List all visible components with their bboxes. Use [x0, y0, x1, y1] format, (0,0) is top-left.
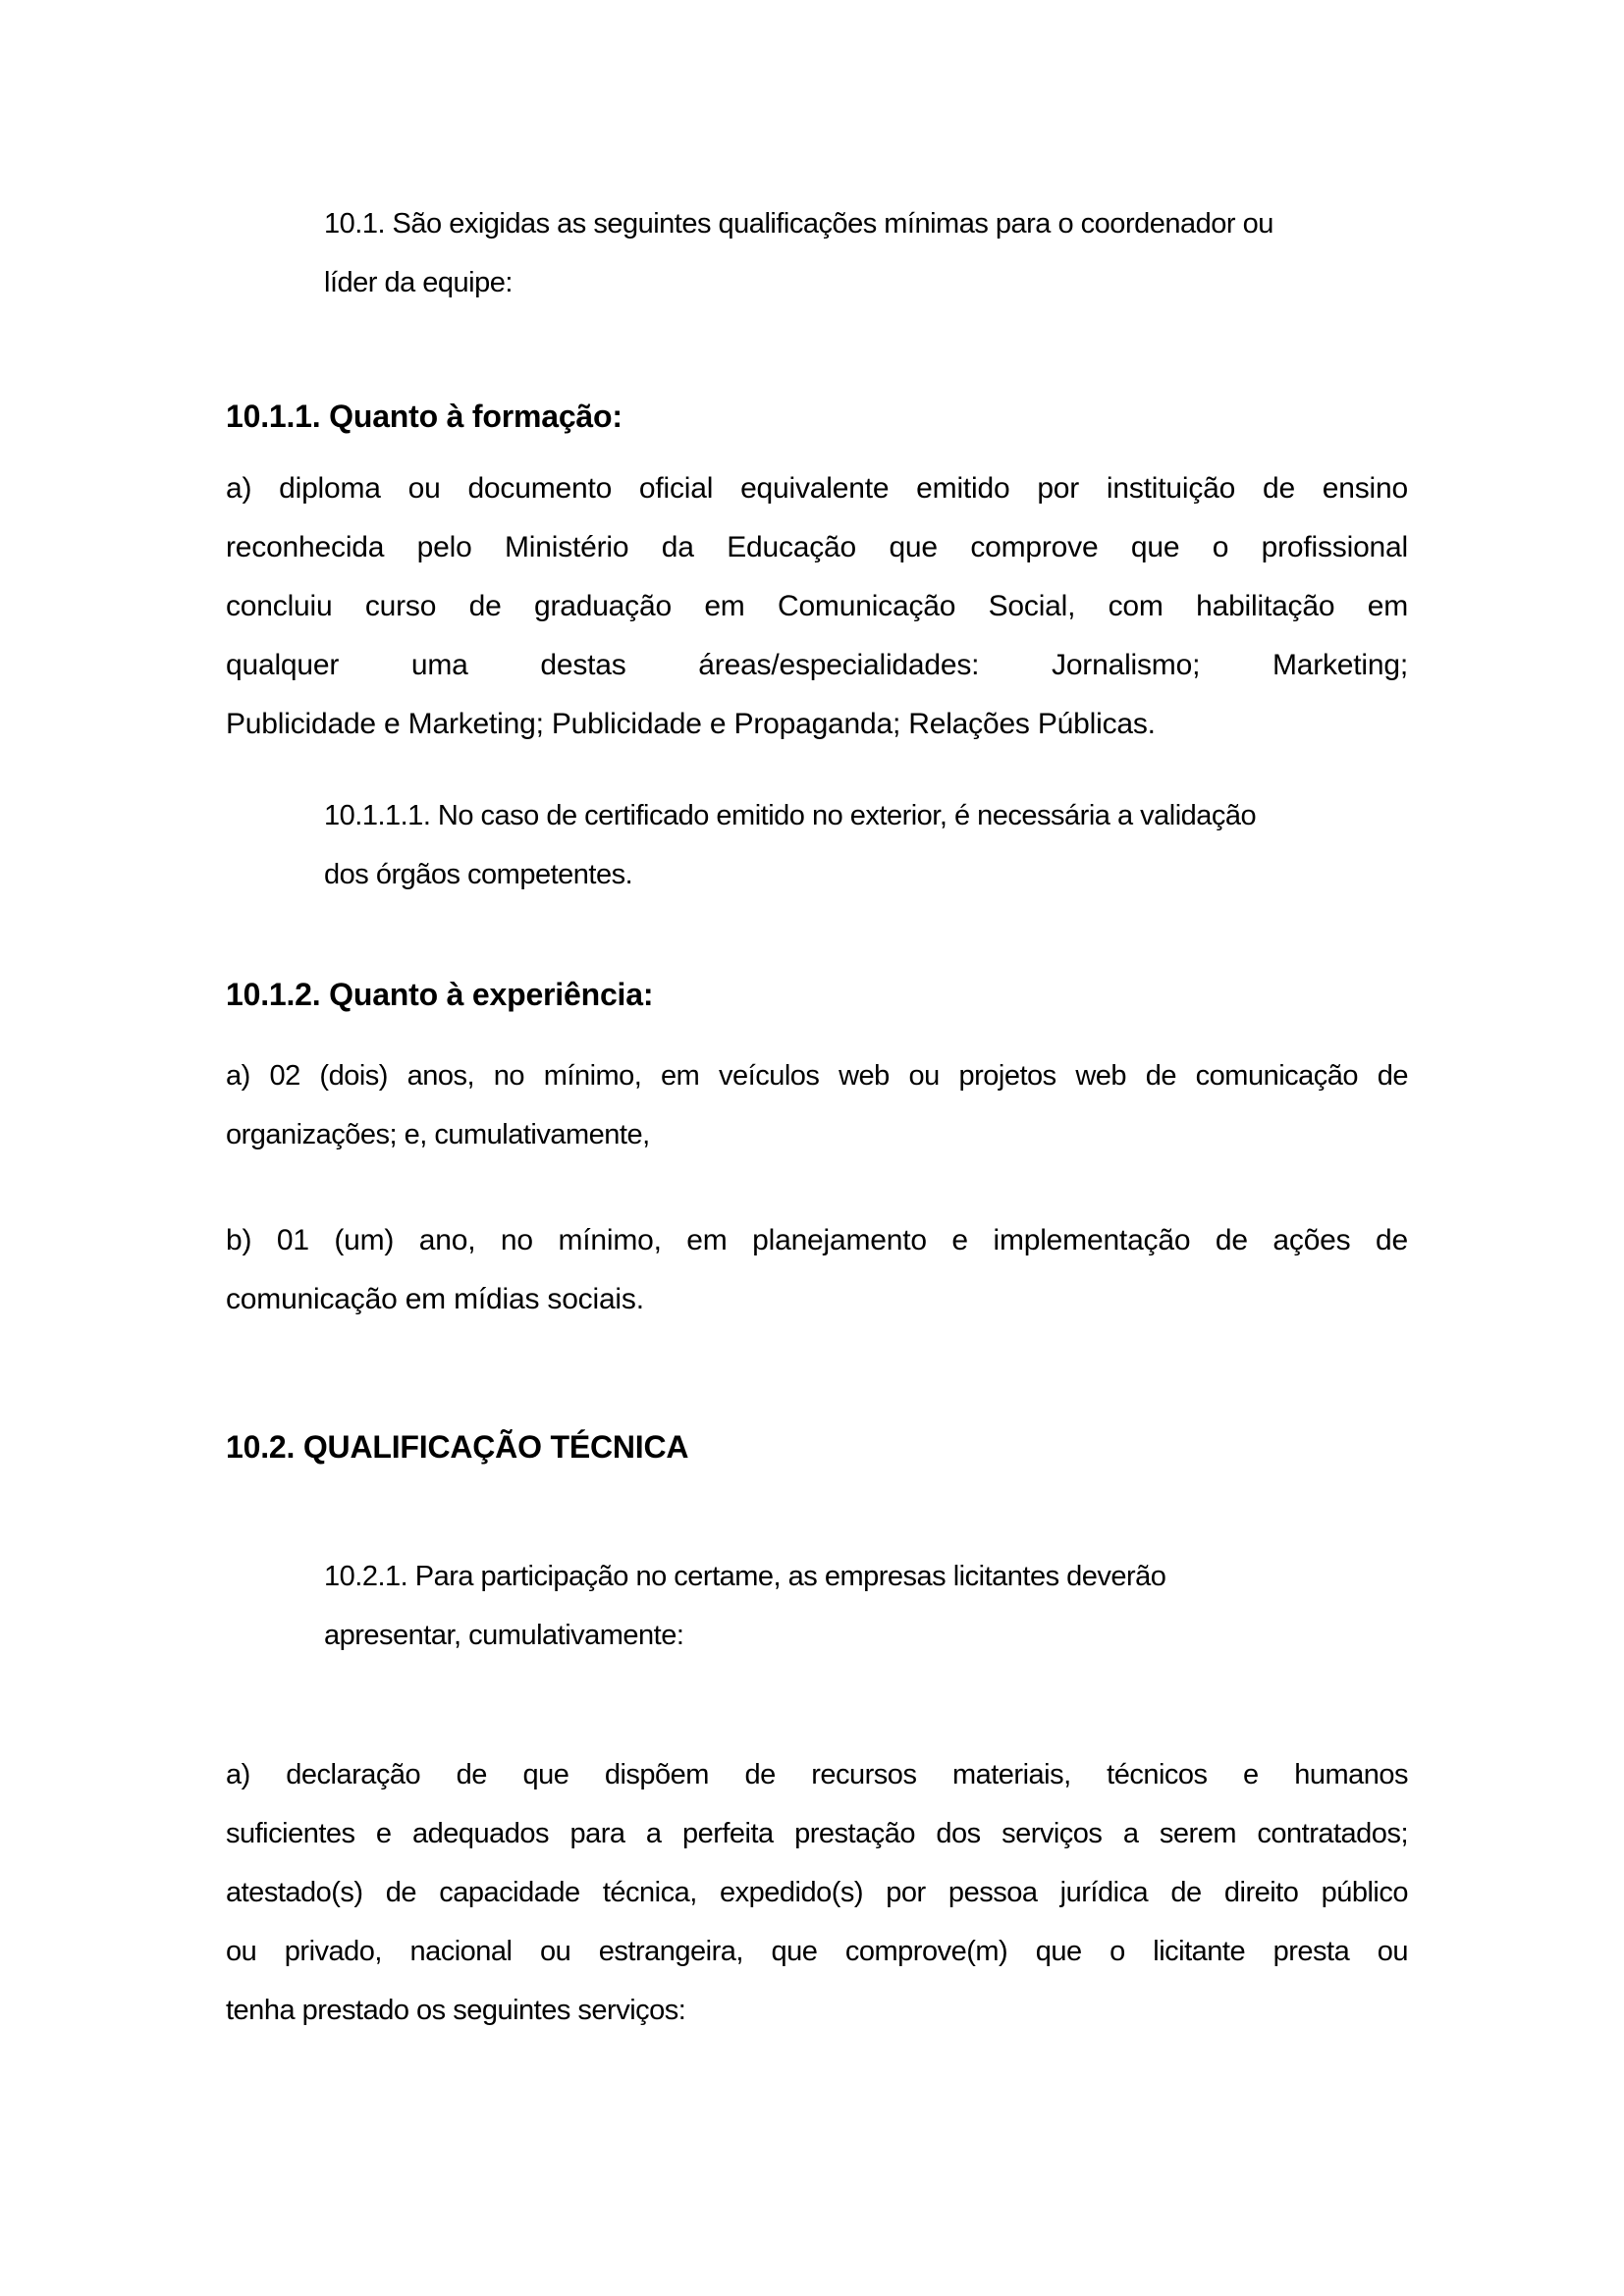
- text-line: 10.1.1.1. No caso de certificado emitido no exterior, é necessária a validação: [324, 800, 1257, 831]
- text-line: concluiu curso de graduação em Comunicação Social, com habilitação em: [226, 590, 1408, 622]
- clause-a-formacao: [226, 459, 1408, 754]
- text-line: reconhecida pelo Ministério da Educação que comprove que o profissional: [226, 531, 1408, 563]
- text-line: qualquer uma destas áreas/especialidades: Jornalismo; Marketing;: [226, 649, 1408, 681]
- clause-10-2-1: [324, 1547, 1408, 1665]
- text-line: ou privado, nacional ou estrangeira, que comprove(m) que o licitante presta ou: [226, 1936, 1408, 1967]
- heading-10-1-1: [226, 387, 1408, 446]
- clause-10-1: [324, 194, 1408, 312]
- text-line: a) diploma ou documento oficial equivalente emitido por instituição de ensino: [226, 472, 1408, 505]
- text-line: suficientes e adequados para a perfeita prestação dos serviços a serem contratados;: [226, 1818, 1408, 1849]
- heading-10-2: [226, 1417, 1408, 1476]
- text-line: atestado(s) de capacidade técnica, expedido(s) por pessoa jurídica de direito público: [226, 1877, 1408, 1908]
- text-line: tenha prestado os seguintes serviços:: [226, 1995, 686, 2026]
- heading-10-1-2: [226, 965, 1408, 1024]
- clause-a-qualificacao: [226, 1745, 1408, 2040]
- clause-10-1-1-1: [324, 786, 1408, 904]
- text-line: organizações; e, cumulativamente,: [226, 1119, 650, 1150]
- heading-text: 10.2. QUALIFICAÇÃO TÉCNICA: [226, 1429, 689, 1465]
- text-line: 10.1. São exigidas as seguintes qualificações mínimas para o coordenador ou: [324, 208, 1273, 240]
- text-line: Publicidade e Marketing; Publicidade e Propaganda; Relações Públicas.: [226, 708, 1156, 740]
- text-line: comunicação em mídias sociais.: [226, 1283, 644, 1315]
- text-line: apresentar, cumulativamente:: [324, 1620, 684, 1651]
- text-line: a) 02 (dois) anos, no mínimo, em veículos web ou projetos web de comunicação de: [226, 1060, 1408, 1092]
- text-line: 10.2.1. Para participação no certame, as empresas licitantes deverão: [324, 1561, 1166, 1592]
- text-line: líder da equipe:: [324, 267, 513, 298]
- text-line: dos órgãos competentes.: [324, 859, 633, 890]
- text-line: b) 01 (um) ano, no mínimo, em planejamento e implementação de ações de: [226, 1224, 1408, 1256]
- heading-text: 10.1.1. Quanto à formação:: [226, 399, 623, 434]
- heading-text: 10.1.2. Quanto à experiência:: [226, 977, 654, 1012]
- clause-b-experiencia: [226, 1211, 1408, 1329]
- clause-a-experiencia: [226, 1046, 1408, 1164]
- text-line: a) declaração de que dispõem de recursos materiais, técnicos e humanos: [226, 1759, 1408, 1790]
